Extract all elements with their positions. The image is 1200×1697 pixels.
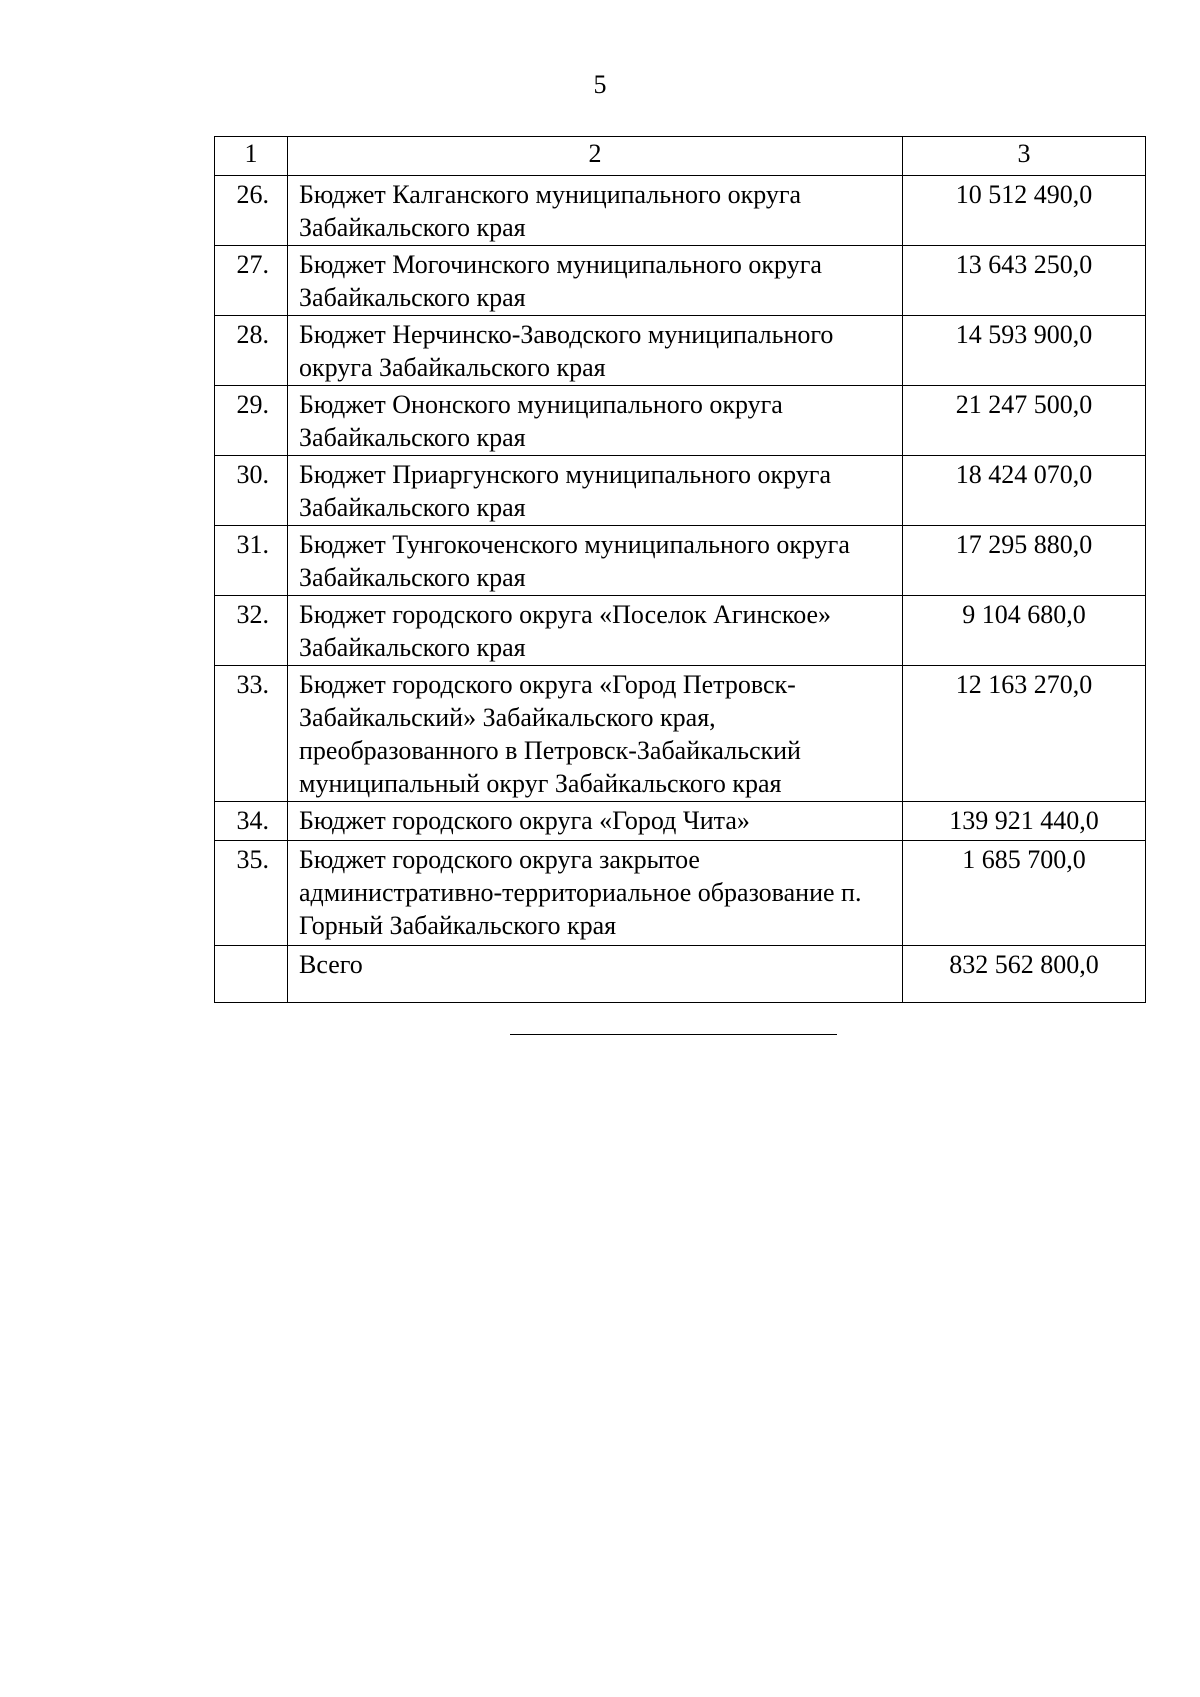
header-col-3: 3: [903, 137, 1146, 176]
row-number: 33.: [215, 666, 288, 802]
budget-name: Бюджет Калганского муниципального округа Забайкальского края: [288, 176, 903, 246]
row-number: 32.: [215, 596, 288, 666]
budget-amount: 12 163 270,0: [903, 666, 1146, 802]
row-number: 30.: [215, 456, 288, 526]
row-number: 29.: [215, 386, 288, 456]
total-label: Всего: [288, 946, 903, 1003]
total-amount: 832 562 800,0: [903, 946, 1146, 1003]
row-number: 26.: [215, 176, 288, 246]
page-number: 5: [593, 70, 607, 99]
budget-table: [214, 136, 1146, 1003]
header-col-2: 2: [288, 137, 903, 176]
row-number: 27.: [215, 246, 288, 316]
budget-amount: 14 593 900,0: [903, 316, 1146, 386]
budget-amount: 21 247 500,0: [903, 386, 1146, 456]
row-number: 35.: [215, 841, 288, 946]
table-row: [215, 526, 1146, 596]
table-row: [215, 666, 1146, 802]
budget-name: Бюджет городского округа закрытое административно-территориальное образование п. Горный Забайкальского края: [288, 841, 903, 946]
budget-amount: 13 643 250,0: [903, 246, 1146, 316]
end-of-document-rule: [510, 1034, 837, 1035]
budget-name: Бюджет Нерчинско-Заводского муниципального округа Забайкальского края: [288, 316, 903, 386]
budget-name: Бюджет Могочинского муниципального округа Забайкальского края: [288, 246, 903, 316]
total-row: [215, 946, 1146, 1003]
budget-name: Бюджет Приаргунского муниципального округа Забайкальского края: [288, 456, 903, 526]
table-row: [215, 841, 1146, 946]
row-number: 34.: [215, 802, 288, 841]
budget-name: Бюджет Тунгокоченского муниципального округа Забайкальского края: [288, 526, 903, 596]
budget-name: Бюджет городского округа «Город Чита»: [288, 802, 903, 841]
budget-amount: 1 685 700,0: [903, 841, 1146, 946]
table-row: [215, 456, 1146, 526]
budget-name: Бюджет городского округа «Город Петровск-Забайкальский» Забайкальского края, преобразованного в Петровск-Забайкальский муниципальный округ Забайкальского края: [288, 666, 903, 802]
budget-amount: 139 921 440,0: [903, 802, 1146, 841]
table-row: [215, 176, 1146, 246]
table-row: [215, 386, 1146, 456]
budget-amount: 17 295 880,0: [903, 526, 1146, 596]
total-number: [215, 946, 288, 1003]
table-row: [215, 802, 1146, 841]
row-number: 31.: [215, 526, 288, 596]
header-col-1: 1: [215, 137, 288, 176]
table-row: [215, 596, 1146, 666]
budget-amount: 18 424 070,0: [903, 456, 1146, 526]
budget-name: Бюджет городского округа «Поселок Агинское» Забайкальского края: [288, 596, 903, 666]
budget-name: Бюджет Ононского муниципального округа Забайкальского края: [288, 386, 903, 456]
budget-amount: 9 104 680,0: [903, 596, 1146, 666]
budget-amount: 10 512 490,0: [903, 176, 1146, 246]
table-row: [215, 316, 1146, 386]
table-header-row: [215, 137, 1146, 176]
table-row: [215, 246, 1146, 316]
row-number: 28.: [215, 316, 288, 386]
